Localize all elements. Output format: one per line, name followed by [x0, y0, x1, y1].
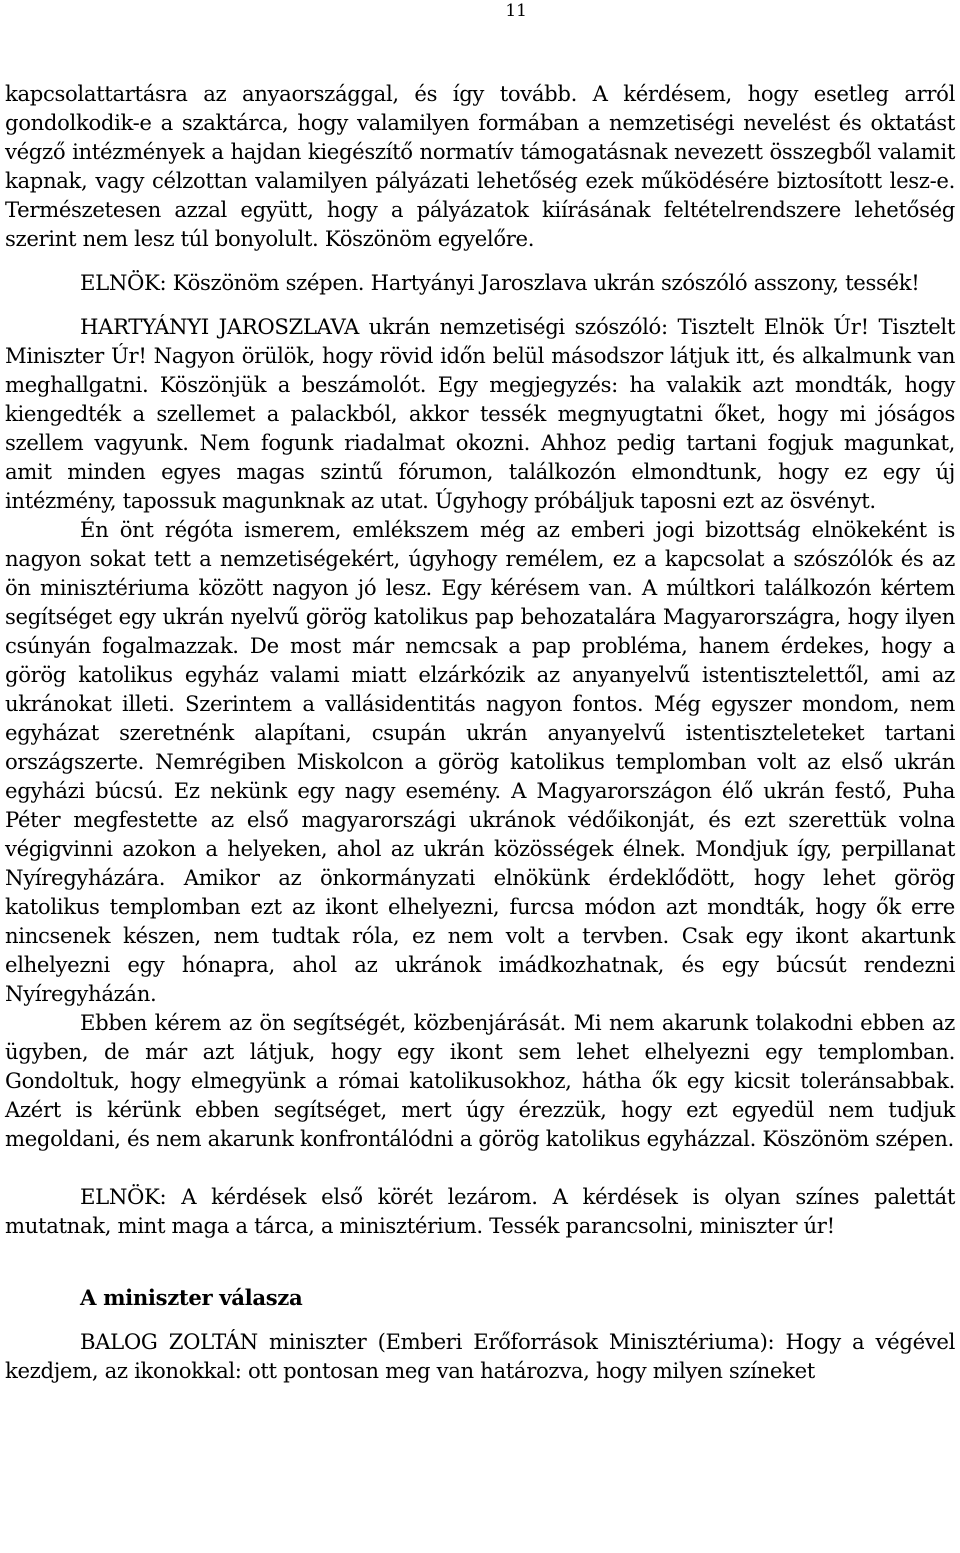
paragraph-5: Ebben kérem az ön segítségét, közbenjárását. Mi nem akarunk tolakodni ebben az ügyben, de már azt látjuk, hogy egy ikont sem lehet elhelyezni egy templomban. Gondoltuk, hogy elmegyünk a római katolikusokhoz, hátha ők egy kicsit toleránsabbak. Azért is kérünk ebben segítséget, mert úgy érezzük, hogy ezt egyedül nem tudjuk megoldani, és nem akarunk konfrontálódni a görög katolikus egyházzal. Köszönöm szépen.: [5, 1010, 955, 1151]
paragraph-6: ELNÖK: A kérdések első körét lezárom. A kérdések is olyan színes palettát mutatnak, mint maga a tárca, a minisztérium. Tessék parancsolni, miniszter úr!: [5, 1184, 955, 1238]
paragraph-1: kapcsolattartásra az anyaországgal, és így tovább. A kérdésem, hogy esetleg arról gondolkodik-e a szaktárca, hogy valamilyen formában a nemzetiségi nevelést és oktatást végző intézmények a hajdan kiegészítő normatív támogatásnak nevezett összegből valamit kapnak, vagy célzottan valamilyen pályázati lehetőség ezek működésére biztosított lesz-e. Természetesen azzal együtt, hogy a pályázatok kiírásának feltételrendszere lehetőség szerint nem lesz túl bonyolult. Köszönöm egyelőre.: [5, 81, 955, 251]
paragraph-7: BALOG ZOLTÁN miniszter (Emberi Erőforrások Minisztériuma): Hogy a végével kezdjem, az ikonokkal: ott pontosan meg van határozva, hogy milyen színeket: [5, 1329, 955, 1383]
section-heading: A miniszter válasza: [80, 1285, 303, 1310]
paragraph-3: HARTYÁNYI JAROSZLAVA ukrán nemzetiségi szószóló: Tisztelt Elnök Úr! Tisztelt Miniszter Úr! Nagyon örülök, hogy rövid időn belül másodszor látjuk itt, és alkalmunk van meghallgatni. Köszönjük a beszámolót. Egy megjegyzés: ha valakik azt mondták, hogy kiengedték a szellemet a palackból, akkor tessék megnyugtatni őket, hogy mi jóságos szellem vagyunk. Nem fogunk riadalmat okozni. Ahhoz pedig tartani fogjuk magunkat, amit minden egyes magas szintű fórumon, találkozón elmondtunk, hogy ez egy új intézmény, tapossuk magunknak az utat. Úgyhogy próbáljuk taposni ezt az ösvényt.: [5, 314, 955, 513]
paragraph-4: Én önt régóta ismerem, emlékszem még az emberi jogi bizottság elnökeként is nagyon sokat tett a nemzetiségekért, úgyhogy remélem, ez a kapcsolat a szószólók és az ön minisztériuma között nagyon jó lesz. Egy kérésem van. A múltkori találkozón kértem segítséget egy ukrán nyelvű görög katolikus pap behozatalára Magyarországra, hogy ilyen csúnyán fogalmazzak. De most már nemcsak a pap probléma, hanem érdekes, hogy a görög katolikus egyház valami miatt elzárkózik az anyanyelvű istentisztelettől, ami az ukránokat illeti. Szerintem a vallásidentitás nagyon fontos. Még egyszer mondom, nem egyházat szeretnénk alapítani, csupán ukrán anyanyelvű istentiszteleteket tartani országszerte. Nemrégiben Miskolcon a görög katolikus templomban volt az első ukrán egyházi búcsú. Ez nekünk egy nagy esemény. A Magyarországon élő ukrán festő, Puha Péter megfestette az első magyarországi ukránok védőikonját, és ezt szerettük volna végigvinni azokon a helyeken, ahol az ukrán közösségek élnek. Mondjuk így, perpillanat Nyíregyházára. Amikor az önkormányzati elnökünk érdeklődött, hogy lehet görög katolikus templomban ezt az ikont elhelyezni, furcsa módon azt mondták, hogy ők erre nincsenek készen, nem tudtak róla, ez nem volt a tervben. Csak egy ikont akartunk elhelyezni egy hónapra, ahol az ukránok imádkozhatnak, és egy búcsút rendezni Nyíregyházán.: [5, 517, 955, 1006]
page-number: 11: [505, 1, 527, 21]
paragraph-2: ELNÖK: Köszönöm szépen. Hartyányi Jaroszlava ukrán szószóló asszony, tessék!: [80, 270, 920, 295]
document-body: [5, 79, 955, 1385]
